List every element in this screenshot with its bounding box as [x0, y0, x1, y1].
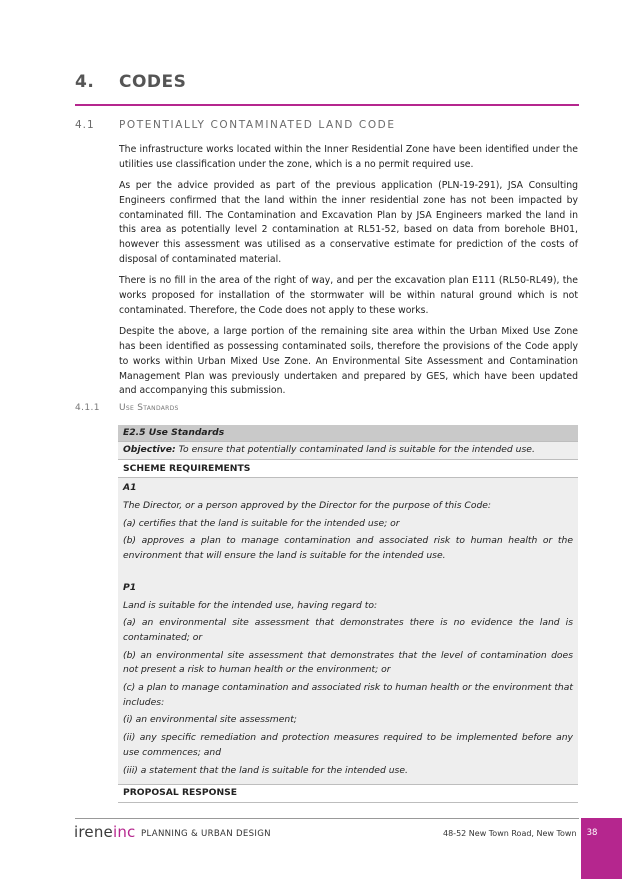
p1-line: (i) an environmental site assessment; — [123, 714, 297, 726]
section-title: POTENTIALLY CONTAMINATED LAND CODE — [119, 119, 396, 131]
a1-line: The Director, or a person approved by the Director for the purpose of this Code: — [123, 499, 492, 511]
p1-line: (c) a plan to manage contamination and associated risk to human health or the environment that includes: — [123, 682, 573, 708]
p1-line: (iii) a statement that the land is suitable for the intended use. — [123, 764, 408, 776]
objective-label: Objective: — [123, 444, 176, 455]
p1-line: Land is suitable for the intended use, having regard to: — [123, 599, 378, 611]
p1-line: (a) an environmental site assessment that demonstrates there is no evidence the land is contaminated; or — [123, 617, 573, 643]
proposal-response-heading: PROPOSAL RESPONSE — [118, 785, 578, 803]
spacer — [123, 567, 573, 581]
footer-address: 48-52 New Town Road, New Town — [443, 829, 577, 838]
a1-line: (a) certifies that the land is suitable for the intended use; or — [123, 517, 400, 529]
p1-label: P1 — [123, 581, 137, 593]
paragraph: As per the advice provided as part of the previous application (PLN-19-291), JSA Consulting Engineers confirmed that the land within the inner residential zone has not been impacted by contaminated fill. The Contamination and Excavation Plan by JSA Engineers marked the land in this area as potentially level 2 contamination at RL51-52, based on data from borehole BH01, however this assessment was utilised as a conservative estimate for prediction of the costs of disposal of contaminated material. — [119, 180, 578, 266]
chapter-rule — [75, 104, 579, 106]
section-heading — [75, 119, 396, 131]
table-objective — [118, 442, 578, 460]
a1-label: A1 — [123, 482, 137, 493]
logo-accent: inc — [112, 823, 136, 841]
section-number: 4.1 — [75, 119, 95, 131]
paragraph: There is no fill in the area of the right of way, and per the excavation plan E111 (RL50-RL49), the works proposed for installation of the stormwater will be within natural ground which is not contaminated. Therefore, the Code does not apply to these works. — [119, 275, 578, 316]
subsection-title: Use Standards — [119, 403, 179, 413]
p1-line: (ii) any specific remediation and protection measures required to be implemented before any use commences; and — [123, 732, 573, 758]
chapter-title: CODES — [119, 72, 187, 92]
scheme-requirements-heading: SCHEME REQUIREMENTS — [118, 460, 578, 478]
p1-line: (b) an environmental site assessment that demonstrates that the level of contamination does not present a risk to human health or the environment; or — [123, 649, 573, 676]
subsection-number: 4.1.1 — [75, 403, 100, 413]
requirements-body — [118, 478, 578, 785]
objective-text: To ensure that potentially contaminated land is suitable for the intended use. — [175, 444, 535, 455]
chapter-number: 4. — [75, 72, 95, 92]
page-number-badge — [581, 818, 622, 879]
footer-tagline: PLANNING & URBAN DESIGN — [141, 829, 271, 839]
a1-line: (b) approves a plan to manage contamination and associated risk to human health or the environment that will ensure the land is suitable for the intended use. — [123, 535, 573, 561]
use-standards-table — [118, 425, 578, 803]
paragraph: The infrastructure works located within the Inner Residential Zone have been identified under the utilities use classification under the zone, which is a no permit required use. — [119, 144, 578, 170]
chapter-heading — [75, 72, 186, 92]
footer-logo — [74, 823, 136, 841]
subsection-heading — [75, 403, 179, 413]
footer-rule — [75, 818, 579, 819]
section-body — [119, 143, 578, 406]
page-number: 38 — [586, 828, 598, 838]
table-header: E2.5 Use Standards — [118, 425, 578, 442]
logo-main: irene — [74, 823, 113, 841]
paragraph: Despite the above, a large portion of the remaining site area within the Urban Mixed Use Zone has been identified as possessing contaminated soils, therefore the provisions of the Code apply to works within Urban Mixed Use Zone. An Environmental Site Assessment and Contamination Management Plan was previously undertaken and prepared by GES, which have been updated and accompanying this submission. — [119, 326, 578, 397]
